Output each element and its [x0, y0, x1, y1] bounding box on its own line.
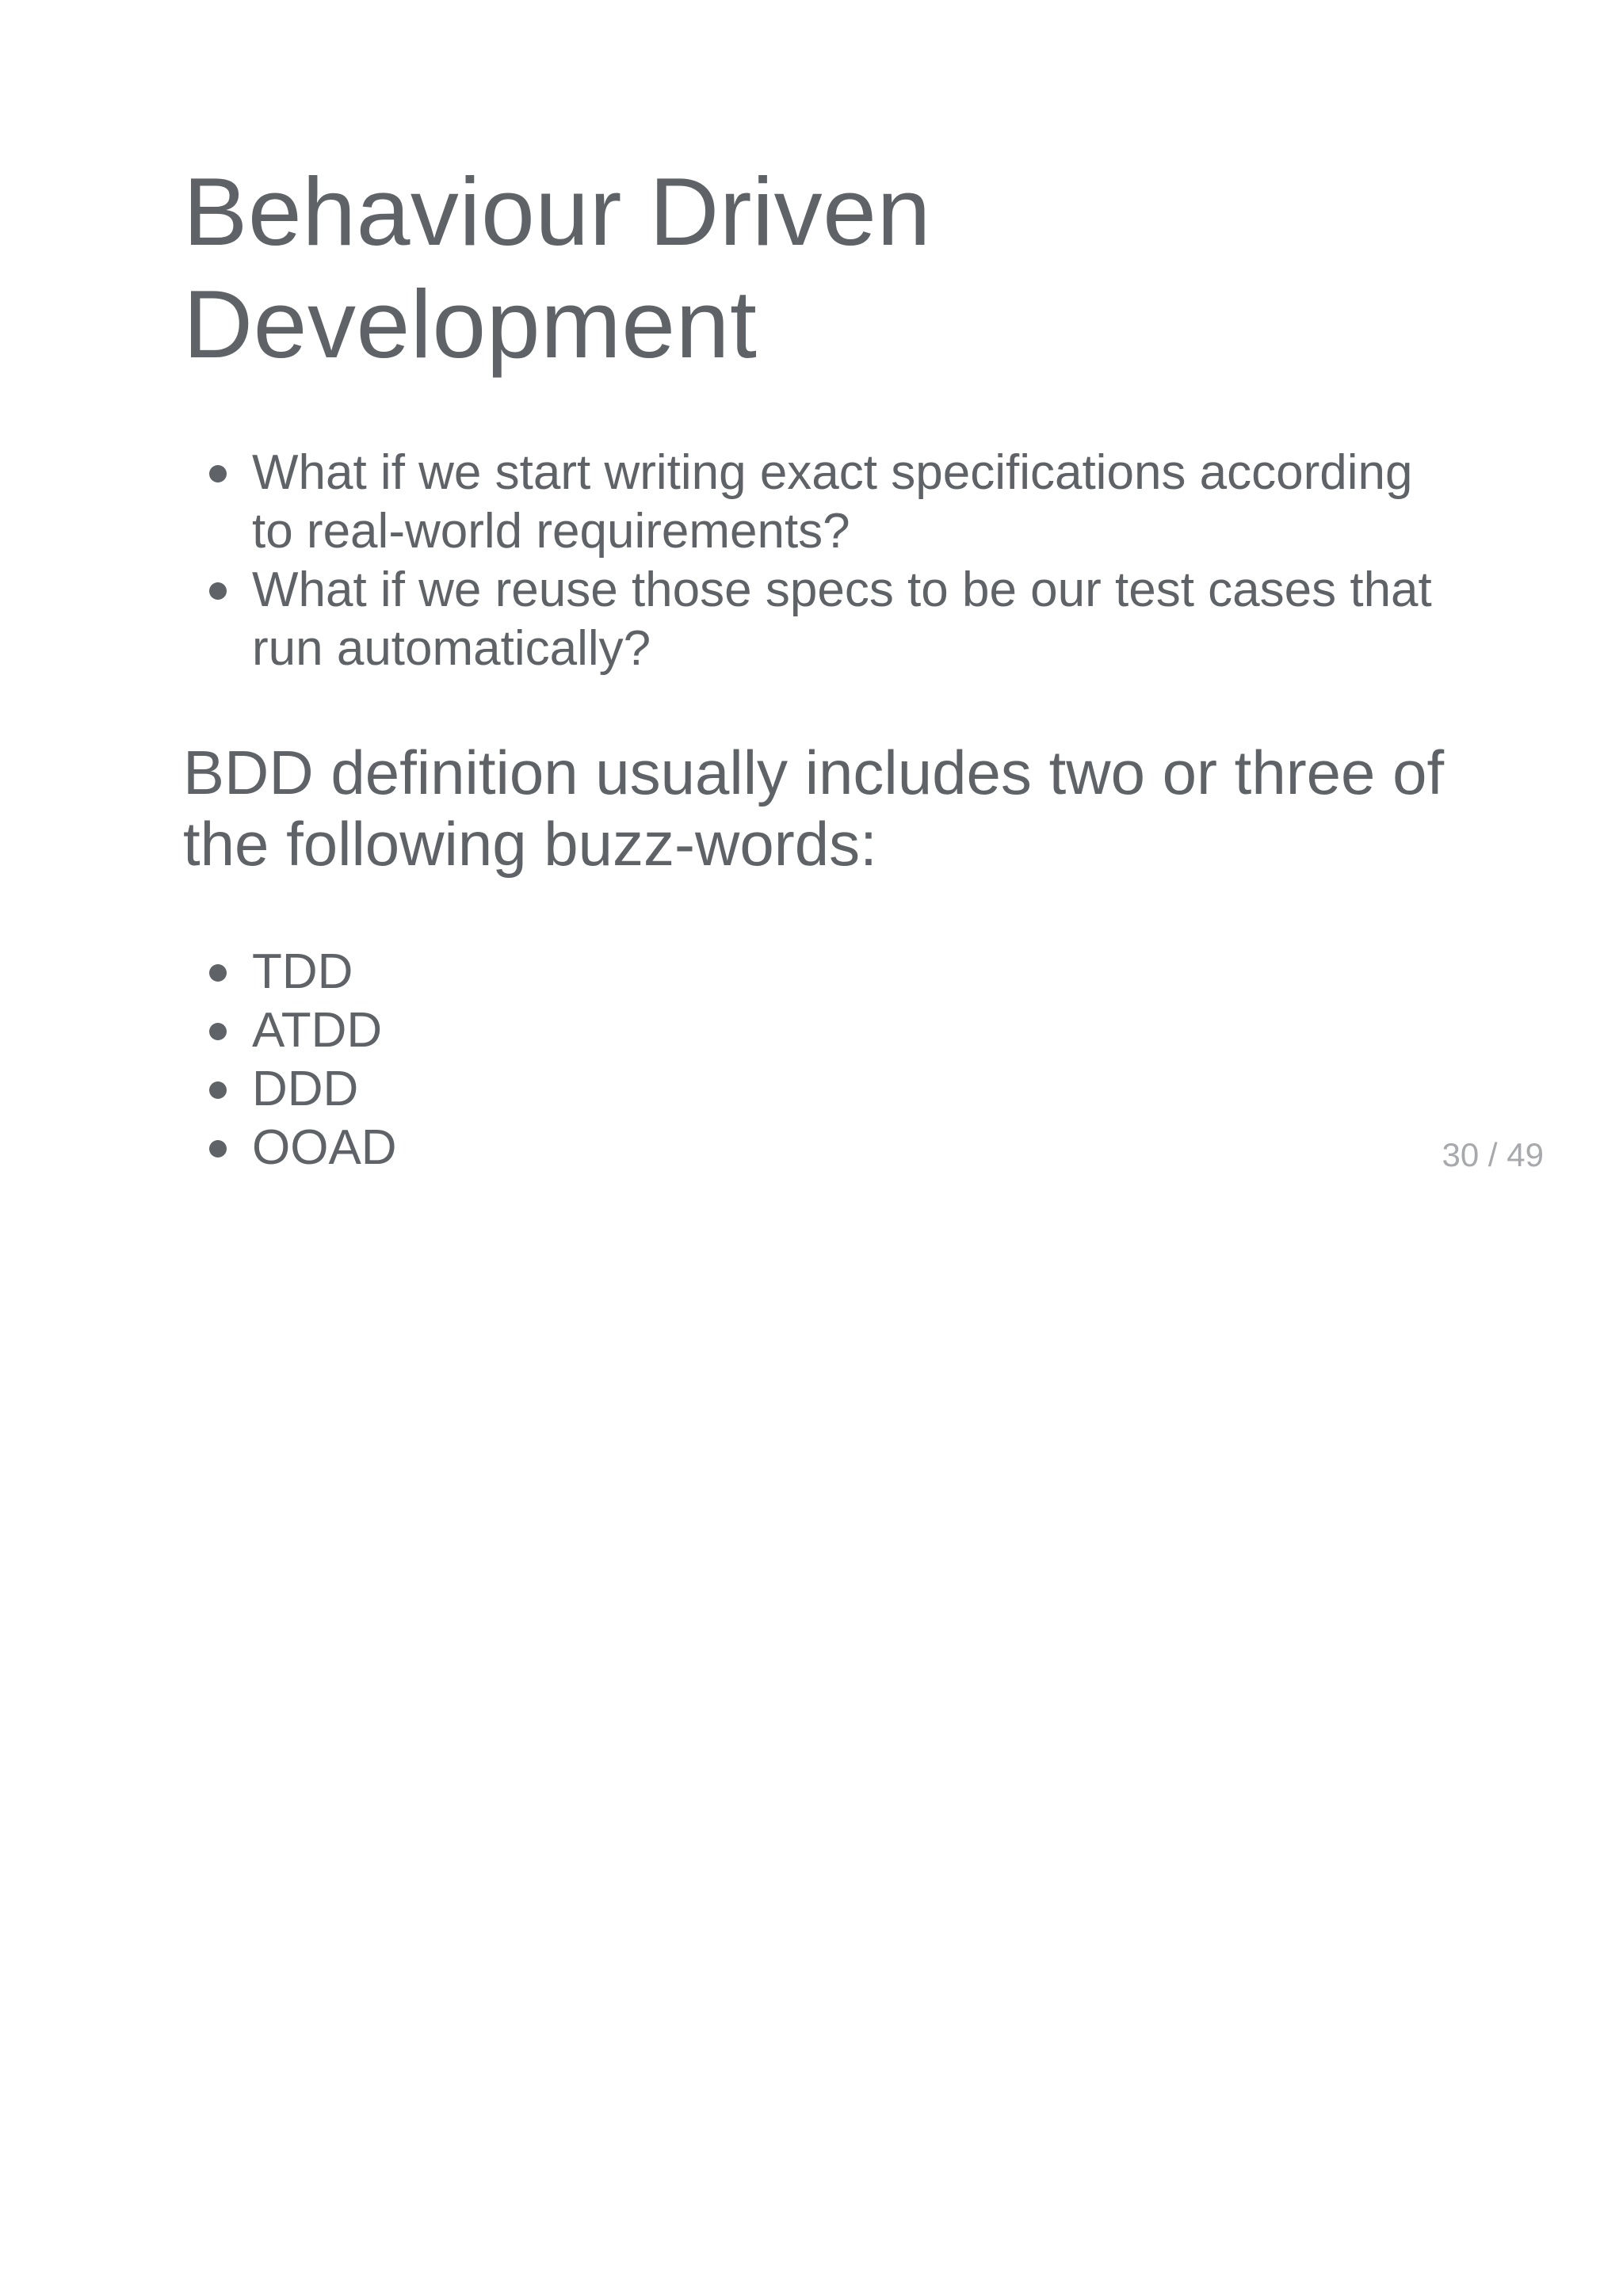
list-item: ATDD — [183, 1001, 896, 1060]
list-item: OOAD — [183, 1119, 896, 1177]
list-item: What if we start writing exact specifications according to real-world requirements? — [183, 444, 1467, 561]
slide-title: Behaviour Driven Development — [183, 158, 931, 378]
list-item: What if we reuse those specs to be our test cases that run automatically? — [183, 561, 1467, 678]
list-item: TDD — [183, 943, 896, 1001]
page-number: 30 / 49 — [1442, 1136, 1544, 1173]
list-item: DDD — [183, 1060, 896, 1119]
slide-subheading: BDD definition usually includes two or three of the following buzz-words: — [183, 738, 1445, 879]
intro-bullet-list — [183, 444, 1467, 678]
buzzword-list — [183, 943, 896, 1177]
